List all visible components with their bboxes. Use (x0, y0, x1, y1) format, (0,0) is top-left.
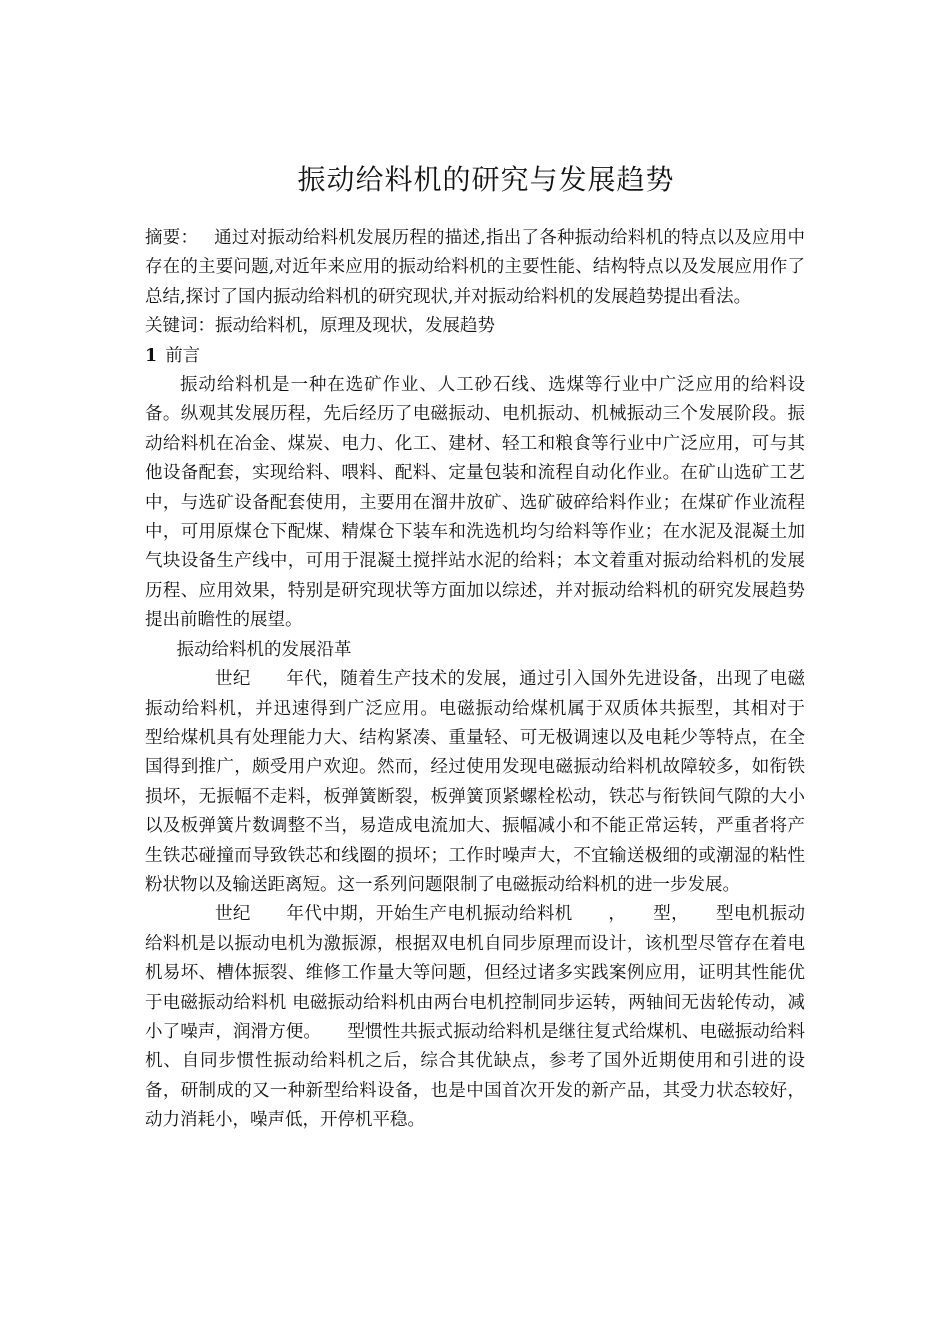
keywords-line: 关键词：振动给料机，原理及现状，发展趋势 (145, 316, 495, 337)
section-number: 1 (145, 345, 158, 366)
subsection-heading: 振动给料机的发展沿革 (176, 639, 352, 660)
intro-paragraph: 振动给料机是一种在选矿作业、人工砂石线、选煤等行业中广泛应用的给料设备。纵观其发展历程，先后经历了电磁振动、电机振动、机械振动三个发展阶段。振动给料机在冶金、煤炭、电力、化工、建材、轻工和粮食等行业中广泛应用，可与其他设备配套，实现给料、喂料、配料、定量包装和流程自动化作业。在矿山选矿工艺中，与选矿设备配套使用，主要用在溜井放矿、选矿破碎给料作业；在煤矿作业流程中，可用原煤仓下配煤、精煤仓下装车和洗选机均匀给料等作业；在水泥及混凝土加气块设备生产线中，可用于混凝土搅拌站水泥的给料；本文着重对振动给料机的发展历程、应用效果，特别是研究现状等方面加以综述，并对振动给料机的研究发展趋势提出前瞻性的展望。 (145, 375, 805, 631)
section-title: 前言 (165, 345, 201, 366)
section-heading (145, 342, 805, 371)
document-page (145, 160, 823, 1136)
abstract-paragraph (145, 224, 805, 312)
document-title: 振动给料机的研究与发展趋势 (297, 163, 675, 196)
abstract-label: 摘要： (145, 228, 199, 248)
history-paragraph-1: 世纪 年代，随着生产技术的发展，通过引入国外先进设备，出现了电磁振动给料机，并迅速得到广泛应用。电磁振动给煤机属于双质体共振型，其相对于 型给煤机具有处理能力大、结构紧凑、重量轻、可无极调速以及电耗少等特点，在全国得到推广，颇受用户欢迎。然而，经过使用发现电磁振动给料机故障较多，如衔铁损坏，无振幅不走料，板弹簧断裂，板弹簧顶紧螺栓松动，铁芯与衔铁间气隙的大小以及板弹簧片数调整不当，易造成电流加大、振幅减小和不能正常运转，严重者将产生铁芯碰撞而导致铁芯和线圈的损坏；工作时噪声大，不宜输送极细的或潮湿的粘性粉状物以及输送距离短。这一系列问题限制了电磁振动给料机的进一步发展。 (145, 669, 823, 895)
abstract-text: 通过对振动给料机发展历程的描述,指出了各种振动给料机的特点以及应用中存在的主要问题,对近年来应用的振动给料机的主要性能、结构特点以及发展应用作了总结,探讨了国内振动给料机的研究现状,并对振动给料机的发展趋势提出看法。 (145, 228, 805, 307)
history-paragraph-2: 世纪 年代中期，开始生产电机振动给料机 ， 型， 型电机振动给料机是以振动电机为激振源，根据双电机自同步原理而设计，该机型尽管存在着电机易坏、槽体振裂、维修工作量大等问题，但经过诸多实践案例应用，证明其性能优于电磁振动给料机 电磁振动给料机由两台电机控制同步运转，两轴间无齿轮传动，减小了噪声，润滑方便。 型惯性共振式振动给料机是继往复式给煤机、电磁振动给料机、自同步惯性振动给料机之后，综合其优缺点，参考了国外近期使用和引进的设备，研制成的又一种新型给料设备，也是中国首次开发的新产品，其受力状态较好，动力消耗小，噪声低，开停机平稳。 (145, 904, 805, 1131)
